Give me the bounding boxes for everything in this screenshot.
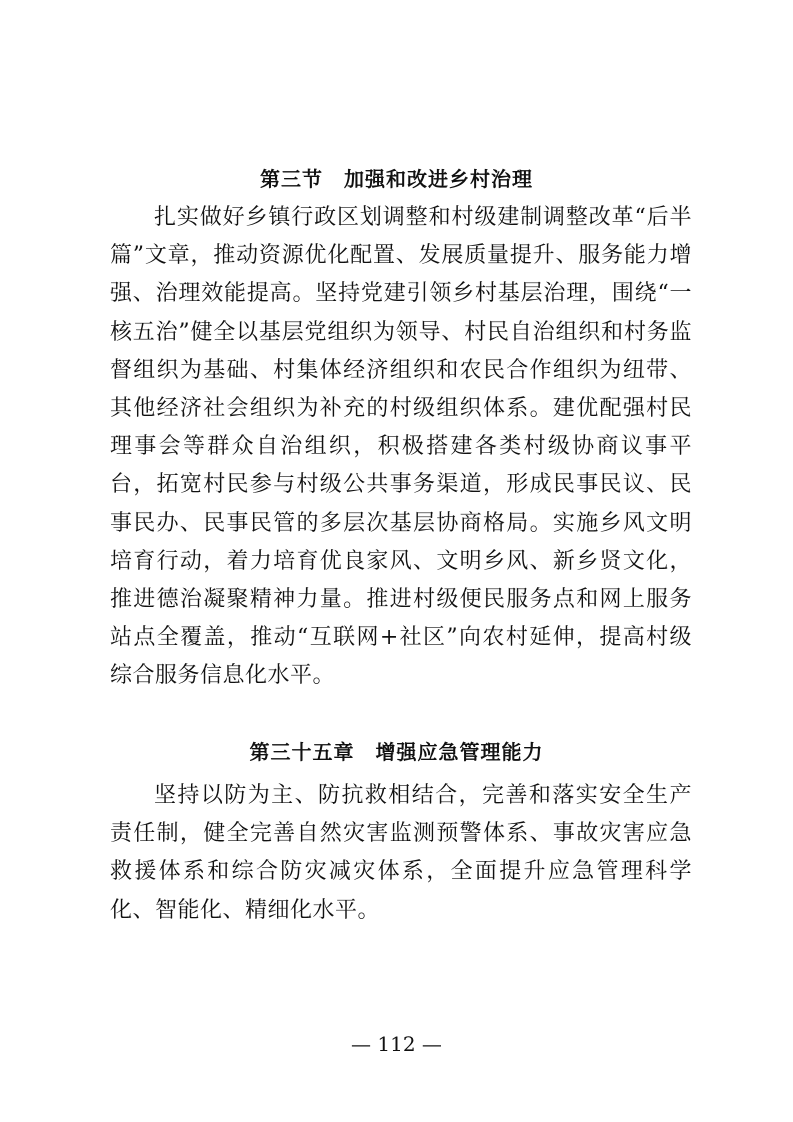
page-number: — 112 — (351, 1032, 442, 1056)
section-heading: 第三节 加强和改进乡村治理 (260, 166, 533, 191)
section-paragraph: 扎实做好乡镇行政区划调整和村级建制调整改革“后半篇”文章，推动资源优化配置、发展质量提升、服务能力增强、治理效能提高。坚持党建引领乡村基层治理，围绕“一核五治”健全以基层党组织为领导、村民自治组织和村务监督组织为基础、村集体经济组织和农民合作组织为纽带、其他经济社会组织为补充的村级组织体系。建优配强村民理事会等群众自治组织，积极搭建各类村级协商议事平台，拓宽村民参与村级公共事务渠道，形成民事民议、民事民办、民事民管的多层次基层协商格局。实施乡风文明培育行动，着力培育优良家风、文明乡风、新乡贤文化，推进德治凝聚精神力量。推进村级便民服务点和网上服务站点全覆盖，推动“互联网+社区”向农村延伸，提高村级综合服务信息化水平。 (110, 205, 692, 689)
chapter-heading: 第三十五章 增强应急管理能力 (249, 740, 544, 765)
chapter-paragraph: 坚持以防为主、防抗救相结合，完善和落实安全生产责任制，健全完善自然灾害监测预警体系、事故灾害应急救援体系和综合防灾减灾体系，全面提升应急管理科学化、智能化、精细化水平。 (110, 783, 692, 923)
